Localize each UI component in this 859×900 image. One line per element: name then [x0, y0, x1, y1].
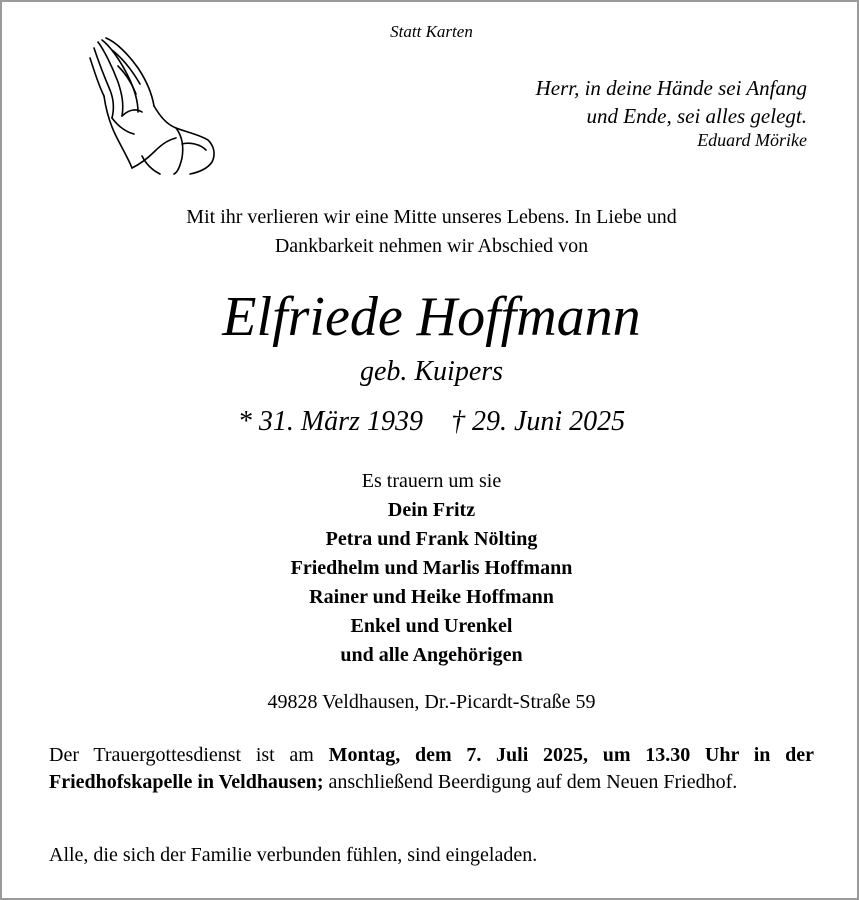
intro-line-1: Mit ihr verlieren wir eine Mitte unseres Lebens. In Liebe und [186, 206, 677, 228]
intro-text [2, 203, 859, 261]
mourner-name: und alle Angehörigen [340, 644, 523, 666]
quote-line-1: Herr, in deine Hände sei Anfang [535, 76, 807, 100]
quote-author: Eduard Mörike [697, 130, 807, 150]
mourner-name: Enkel und Urenkel [350, 615, 513, 637]
mourner-name: Petra und Frank Nölting [325, 528, 538, 550]
funeral-service-text [49, 742, 814, 796]
quote-line-2: und Ende, sei alles gelegt. [586, 104, 807, 128]
service-part-2: anschließend Beerdigung auf dem Neuen Friedhof. [323, 771, 738, 793]
life-dates: * 31. März 1939 † 29. Juni 2025 [237, 406, 626, 437]
service-date-location: Montag, dem 7. Juli 2025, um 13.30 Uhr in der Friedhofskapelle in Veldhausen; [49, 744, 814, 793]
bible-quote [536, 74, 807, 130]
service-part-1: Der Trauergottesdienst ist am [49, 744, 329, 766]
statt-karten-label: Statt Karten [390, 22, 473, 41]
deceased-name: Elfriede Hoffmann [222, 286, 641, 348]
mourner-name: Friedhelm und Marlis Hoffmann [290, 557, 573, 579]
mourner-name: Rainer und Heike Hoffmann [309, 586, 554, 608]
family-address: 49828 Veldhausen, Dr.-Picardt-Straße 59 [267, 691, 596, 713]
intro-line-2: Dankbarkeit nehmen wir Abschied von [274, 235, 589, 257]
mourners-list [2, 467, 859, 670]
mourner-name: Dein Fritz [387, 499, 476, 521]
maiden-name: geb. Kuipers [359, 356, 504, 387]
mourners-heading: Es trauern um sie [361, 470, 502, 492]
praying-hands-icon [82, 36, 222, 176]
invitation-text: Alle, die sich der Familie verbunden fühlen, sind eingeladen. [49, 844, 538, 866]
